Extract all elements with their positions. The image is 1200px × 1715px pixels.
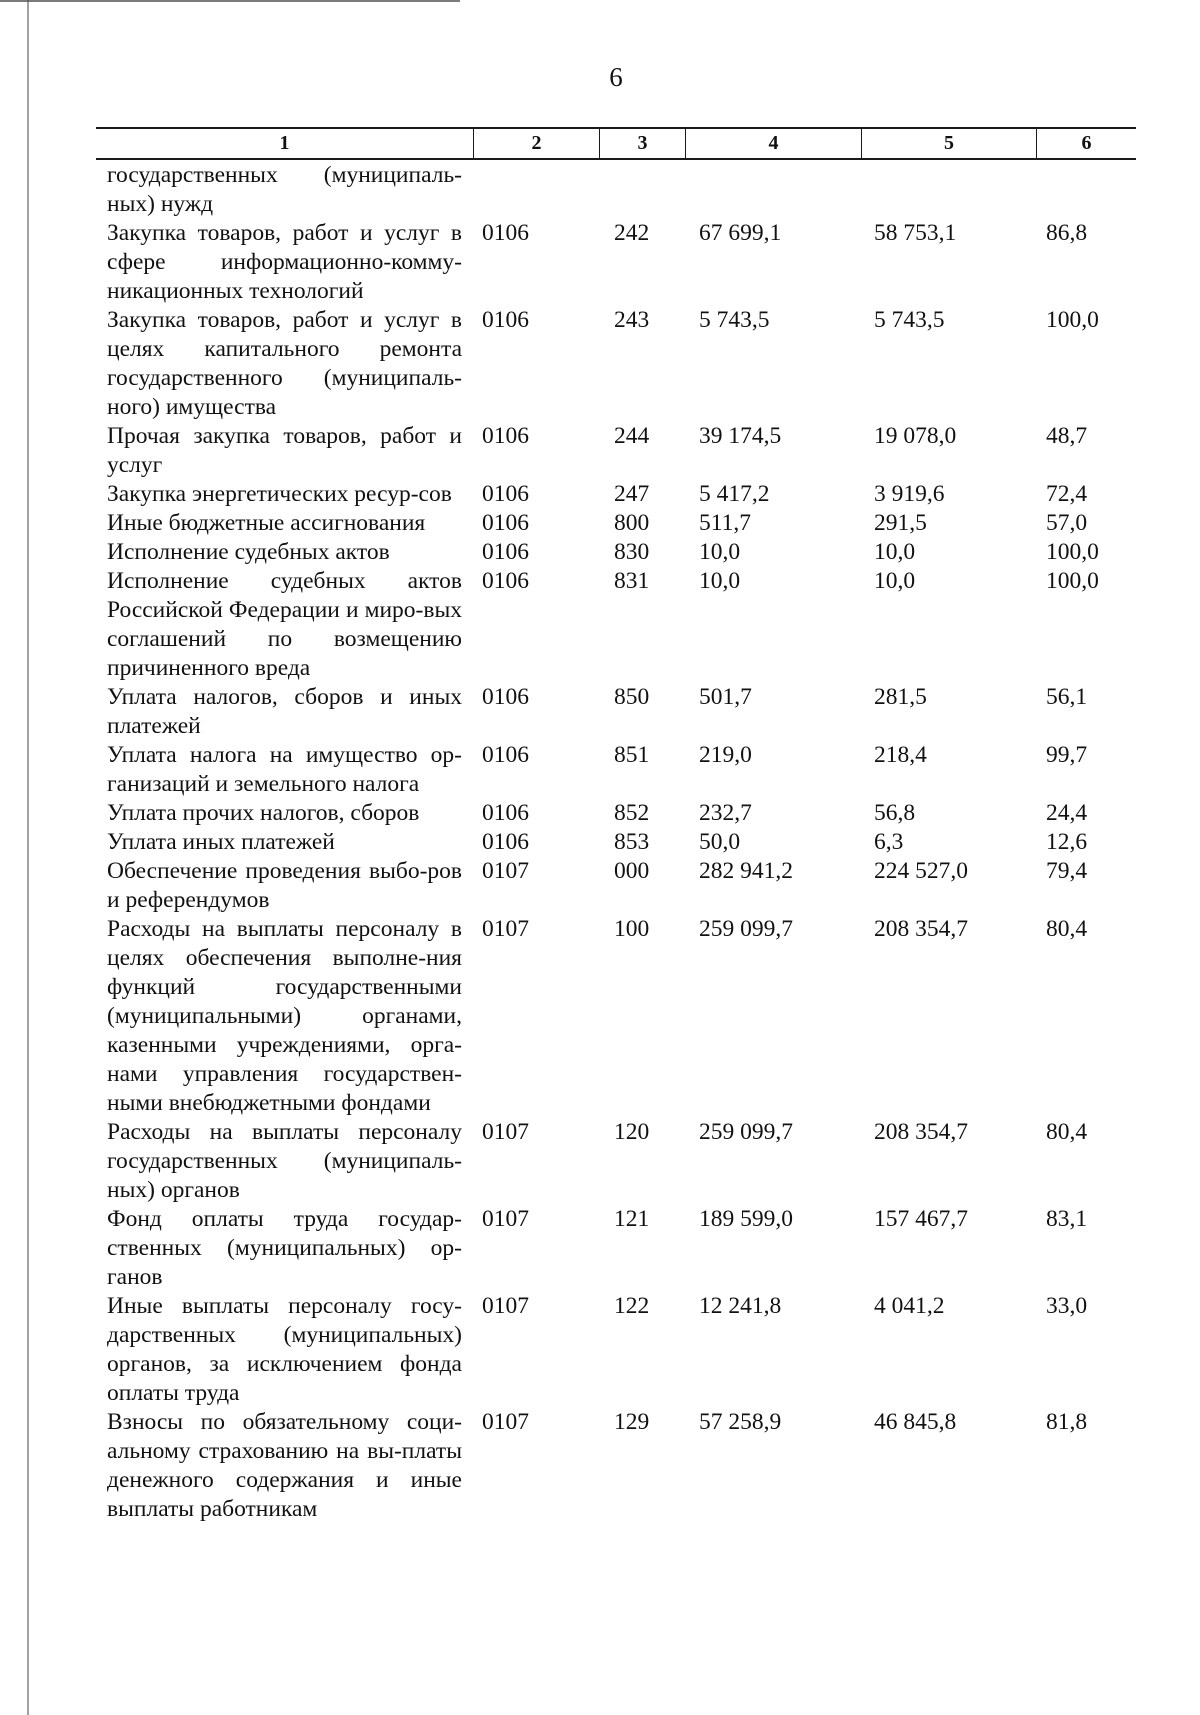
- table-row: [0, 799, 1200, 828]
- row-col-4: 10,0: [699, 539, 741, 565]
- row-col-2: 0107: [482, 916, 529, 942]
- table-row: [0, 683, 1200, 741]
- row-col-4: 219,0: [699, 742, 752, 768]
- row-col-2: 0107: [482, 1409, 529, 1435]
- row-description: Уплата иных платежей: [107, 829, 335, 855]
- table-row: [0, 219, 1200, 306]
- row-col-6: 72,4: [1046, 481, 1088, 507]
- row-col-3: 831: [614, 568, 650, 594]
- row-col-3: 800: [614, 510, 650, 536]
- table-row: [0, 741, 1200, 799]
- row-col-4: 50,0: [699, 829, 741, 855]
- row-col-6: 12,6: [1046, 829, 1088, 855]
- row-col-2: 0106: [482, 510, 529, 536]
- row-col-4: 232,7: [699, 800, 752, 826]
- row-col-5: 157 467,7: [874, 1206, 968, 1232]
- row-description: Взносы по обязательному соци-альному страхованию на вы-платы денежного содержания и иные выплаты работникам: [107, 1409, 462, 1522]
- table-row: [0, 422, 1200, 480]
- row-col-6: 81,8: [1046, 1409, 1088, 1435]
- scan-edge-top: [0, 0, 460, 2]
- row-description: Уплата прочих налогов, сборов: [107, 800, 420, 826]
- row-col-6: 100,0: [1046, 568, 1099, 594]
- row-col-5: 224 527,0: [874, 858, 968, 884]
- row-col-2: 0106: [482, 800, 529, 826]
- row-col-3: 129: [614, 1409, 650, 1435]
- row-col-5: 218,4: [874, 742, 927, 768]
- row-col-6: 24,4: [1046, 800, 1088, 826]
- row-col-2: 0106: [482, 307, 529, 333]
- row-col-4: 501,7: [699, 684, 752, 710]
- row-col-4: 12 241,8: [699, 1293, 782, 1319]
- row-col-4: 259 099,7: [699, 1119, 793, 1145]
- row-col-5: 5 743,5: [874, 307, 945, 333]
- row-description: Расходы на выплаты персоналу государственных (муниципаль-ных) органов: [107, 1119, 462, 1203]
- row-col-2: 0106: [482, 568, 529, 594]
- header-col-6: 6: [1081, 132, 1092, 154]
- table-row: [0, 1292, 1200, 1408]
- row-col-6: 100,0: [1046, 307, 1099, 333]
- row-col-6: 99,7: [1046, 742, 1088, 768]
- row-description: Закупка энергетических ресур-сов: [107, 481, 452, 507]
- row-col-5: 3 919,6: [874, 481, 945, 507]
- row-col-6: 80,4: [1046, 916, 1088, 942]
- row-description: Исполнение судебных актов Российской Федерации и миро-вых соглашений по возмещению причиненного вреда: [107, 568, 462, 681]
- row-col-5: 19 078,0: [874, 423, 957, 449]
- row-col-4: 5 743,5: [699, 307, 770, 333]
- row-col-6: 80,4: [1046, 1119, 1088, 1145]
- header-col-4: 4: [768, 132, 779, 154]
- row-col-2: 0106: [482, 423, 529, 449]
- page-number: 6: [609, 62, 623, 92]
- row-col-4: 282 941,2: [699, 858, 793, 884]
- row-col-4: 259 099,7: [699, 916, 793, 942]
- row-col-4: 57 258,9: [699, 1409, 782, 1435]
- table-row: [0, 306, 1200, 422]
- row-col-2: 0107: [482, 1293, 529, 1319]
- row-col-6: 100,0: [1046, 539, 1099, 565]
- row-col-6: 56,1: [1046, 684, 1088, 710]
- row-col-2: 0106: [482, 539, 529, 565]
- row-description: Исполнение судебных актов: [107, 539, 390, 565]
- row-col-2: 0106: [482, 742, 529, 768]
- row-col-6: 48,7: [1046, 423, 1088, 449]
- row-description: Закупка товаров, работ и услуг в целях капитального ремонта государственного (муниципаль-ного) имущества: [107, 307, 462, 420]
- row-col-4: 189 599,0: [699, 1206, 793, 1232]
- table-row: [0, 857, 1200, 915]
- header-col-3: 3: [637, 132, 648, 154]
- row-col-3: 247: [614, 481, 650, 507]
- row-col-3: 242: [614, 220, 650, 246]
- row-col-6: 33,0: [1046, 1293, 1088, 1319]
- row-description: Иные выплаты персоналу госу-дарственных (муниципальных) органов, за исключением фонда оплаты труда: [107, 1293, 462, 1406]
- header-col-1: 1: [279, 132, 290, 154]
- row-col-5: 4 041,2: [874, 1293, 945, 1319]
- row-col-6: 83,1: [1046, 1206, 1088, 1232]
- row-col-2: 0106: [482, 220, 529, 246]
- row-col-5: 208 354,7: [874, 1119, 968, 1145]
- row-col-3: 122: [614, 1293, 650, 1319]
- table-header: [96, 127, 1136, 160]
- table-row: [0, 1118, 1200, 1205]
- table-row: [0, 161, 1200, 219]
- row-col-5: 10,0: [874, 568, 916, 594]
- row-col-3: 000: [614, 858, 650, 884]
- row-col-5: 46 845,8: [874, 1409, 957, 1435]
- table-row: [0, 538, 1200, 567]
- header-col-2: 2: [531, 132, 542, 154]
- row-col-3: 244: [614, 423, 650, 449]
- row-col-4: 39 174,5: [699, 423, 782, 449]
- row-col-4: 67 699,1: [699, 220, 782, 246]
- row-col-3: 850: [614, 684, 650, 710]
- table-row: [0, 567, 1200, 683]
- row-col-5: 281,5: [874, 684, 927, 710]
- row-col-3: 120: [614, 1119, 650, 1145]
- row-col-2: 0106: [482, 684, 529, 710]
- row-col-3: 121: [614, 1206, 650, 1232]
- row-col-3: 851: [614, 742, 650, 768]
- row-col-3: 100: [614, 916, 650, 942]
- row-description: Закупка товаров, работ и услуг в сфере информационно-комму-никационных технологий: [107, 220, 462, 304]
- row-col-3: 852: [614, 800, 650, 826]
- row-col-4: 5 417,2: [699, 481, 770, 507]
- table-row: [0, 509, 1200, 538]
- row-col-4: 10,0: [699, 568, 741, 594]
- row-col-5: 291,5: [874, 510, 927, 536]
- row-col-2: 0107: [482, 1119, 529, 1145]
- table-row: [0, 480, 1200, 509]
- header-col-5: 5: [944, 132, 954, 154]
- row-col-2: 0107: [482, 1206, 529, 1232]
- table-row: [0, 1408, 1200, 1524]
- row-col-2: 0106: [482, 481, 529, 507]
- row-description: государственных (муниципаль-ных) нужд: [107, 162, 462, 217]
- row-col-5: 58 753,1: [874, 220, 957, 246]
- row-col-3: 243: [614, 307, 650, 333]
- table-body: [0, 161, 1200, 1524]
- row-col-4: 511,7: [699, 510, 752, 536]
- row-col-5: 6,3: [874, 829, 904, 855]
- row-col-3: 830: [614, 539, 650, 565]
- row-col-5: 10,0: [874, 539, 916, 565]
- row-col-2: 0106: [482, 829, 529, 855]
- row-description: Уплата налогов, сборов и иных платежей: [107, 684, 462, 739]
- row-description: Уплата налога на имущество ор-ганизаций и земельного налога: [107, 742, 462, 797]
- row-col-3: 853: [614, 829, 650, 855]
- row-col-6: 79,4: [1046, 858, 1088, 884]
- row-col-5: 56,8: [874, 800, 916, 826]
- row-description: Обеспечение проведения выбо-ров и референдумов: [107, 858, 462, 913]
- row-col-5: 208 354,7: [874, 916, 968, 942]
- table-row: [0, 915, 1200, 1118]
- row-description: Прочая закупка товаров, работ и услуг: [107, 423, 462, 478]
- row-description: Расходы на выплаты персоналу в целях обеспечения выполне-ния функций государственными (муниципальными) органами, казенными учреждениями, орга-нами управления государствен-ными внебюджетными фондами: [107, 916, 462, 1116]
- row-col-2: 0107: [482, 858, 529, 884]
- row-description: Фонд оплаты труда государ-ственных (муниципальных) ор-ганов: [107, 1206, 462, 1290]
- row-description: Иные бюджетные ассигнования: [107, 510, 426, 536]
- table-row: [0, 828, 1200, 857]
- table-row: [0, 1205, 1200, 1292]
- row-col-6: 86,8: [1046, 220, 1088, 246]
- row-col-6: 57,0: [1046, 510, 1088, 536]
